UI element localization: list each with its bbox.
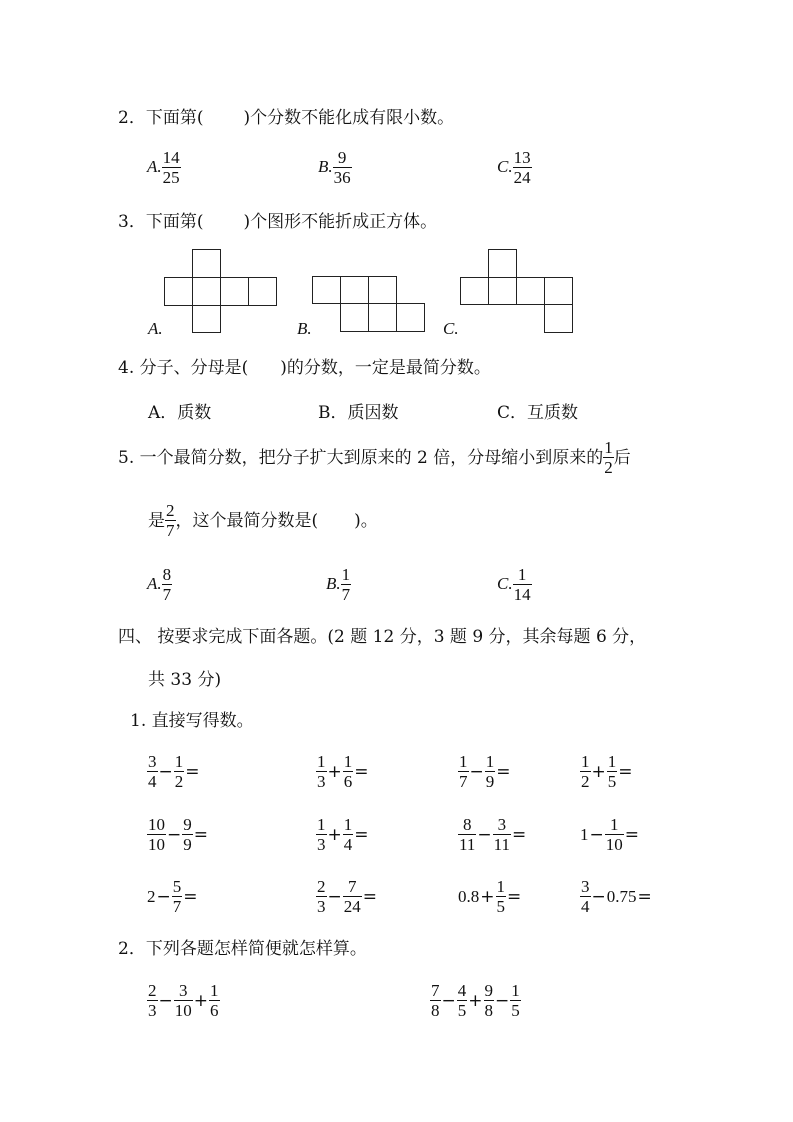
mental-math-item[interactable] (580, 877, 653, 916)
mental-math-item[interactable] (580, 752, 634, 791)
q5-option-c[interactable]: C. $\frac{1}{14}$ (497, 565, 531, 604)
fraction: $\frac{8}{7}$ (162, 565, 172, 604)
fraction: $\frac{1}{7}$ (459, 752, 468, 791)
fraction: $\frac{1}{3}$ (317, 815, 326, 854)
operator: − (156, 886, 171, 907)
fraction: $\frac{2}{3}$ (148, 981, 157, 1020)
mental-math-item[interactable] (147, 877, 199, 916)
section-4-heading-cont: 共 33 分) (148, 670, 222, 690)
q2-option-c[interactable]: C. $\frac{13}{24}$ (497, 148, 531, 187)
simplify-expression[interactable] (430, 981, 521, 1020)
fraction: $\frac{13}{24}$ (513, 148, 531, 187)
fraction: $\frac{4}{5}$ (457, 981, 467, 1020)
q5-option-a[interactable]: A. $\frac{8}{7}$ (147, 565, 172, 604)
net-label-b: B. (297, 319, 312, 338)
fraction: $\frac{9}{8}$ (484, 981, 493, 1020)
operator: = (183, 886, 198, 907)
mental-math-item[interactable] (147, 752, 201, 791)
fraction: $\frac{10}{10}$ (148, 815, 165, 854)
operator: − (327, 886, 342, 907)
fraction: $\frac{5}{7}$ (172, 877, 182, 916)
operator: − (589, 824, 604, 845)
operator: = (354, 824, 369, 845)
operator: = (193, 824, 208, 845)
operator: = (624, 824, 639, 845)
operator: = (512, 824, 527, 845)
operator: + (480, 886, 495, 907)
fraction: $\frac{3}{4}$ (148, 752, 157, 791)
fraction: $\frac{1}{6}$ (343, 752, 353, 791)
mental-math-item[interactable] (316, 815, 370, 854)
q4-option-b[interactable]: B．质因数 (318, 403, 399, 423)
mental-math-item[interactable] (316, 752, 370, 791)
question-2-stem: 2．下面第( )个分数不能化成有限小数。 (118, 108, 455, 128)
mental-math-item[interactable] (580, 815, 640, 854)
part-2-title: 2．下列各题怎样简便就怎样算。 (118, 939, 367, 959)
q2-option-b[interactable]: B. $\frac{9}{36}$ (318, 148, 351, 187)
fraction: $\frac{1}{2}$ (174, 752, 184, 791)
fraction: $\frac{14}{25}$ (162, 148, 180, 187)
mental-math-item[interactable] (458, 877, 522, 916)
operator: − (469, 761, 484, 782)
operator: = (185, 761, 200, 782)
fraction: $\frac{1}{2}$ (604, 438, 613, 477)
operator: = (496, 761, 511, 782)
question-3-stem: 3．下面第( )个图形不能折成正方体。 (118, 212, 438, 232)
fraction: $\frac{1}{3}$ (317, 752, 326, 791)
cube-net-b[interactable] (312, 276, 426, 333)
mental-math-item[interactable] (458, 752, 512, 791)
operator: + (591, 761, 606, 782)
q4-option-c[interactable]: C．互质数 (497, 403, 579, 423)
net-label-c: C. (443, 319, 459, 338)
fraction: $\frac{3}{4}$ (581, 877, 590, 916)
question-5-stem-line2: 是 $\frac{2}{7}$ ，这个最简分数是( )。 (148, 501, 378, 540)
operator: = (618, 761, 633, 782)
fraction: $\frac{1}{9}$ (485, 752, 495, 791)
operator: − (495, 990, 510, 1011)
fraction: $\frac{8}{11}$ (459, 815, 476, 854)
fraction: $\frac{2}{3}$ (317, 877, 326, 916)
operator: − (477, 824, 492, 845)
operator: − (591, 886, 606, 907)
net-label-a: A. (148, 319, 163, 338)
fraction: $\frac{2}{7}$ (166, 501, 175, 540)
operator: + (468, 990, 483, 1011)
operator: + (327, 824, 342, 845)
q2-option-a[interactable]: A. $\frac{14}{25}$ (147, 148, 180, 187)
mental-math-item[interactable] (147, 815, 209, 854)
question-4-stem: 4. 分子、分母是( )的分数，一定是最简分数。 (118, 358, 491, 378)
operator: + (193, 990, 208, 1011)
fraction: $\frac{1}{6}$ (210, 981, 219, 1020)
operator: = (507, 886, 522, 907)
operator: − (167, 824, 182, 845)
fraction: $\frac{1}{4}$ (343, 815, 353, 854)
fraction: $\frac{1}{10}$ (605, 815, 623, 854)
fraction: $\frac{1}{5}$ (496, 877, 505, 916)
operator: = (637, 886, 652, 907)
q5-option-b[interactable]: B. $\frac{1}{7}$ (326, 565, 351, 604)
mental-math-item[interactable] (458, 815, 527, 854)
number: 0.75 (606, 886, 637, 906)
number: 1 (580, 824, 589, 844)
operator: − (158, 761, 173, 782)
operator: = (362, 886, 377, 907)
fraction: $\frac{1}{2}$ (581, 752, 590, 791)
fraction: $\frac{9}{9}$ (183, 815, 192, 854)
operator: − (158, 990, 173, 1011)
fraction: $\frac{9}{36}$ (333, 148, 351, 187)
operator: − (441, 990, 456, 1011)
fraction: $\frac{3}{11}$ (493, 815, 510, 854)
number: 0.8 (458, 886, 480, 906)
operator: = (354, 761, 369, 782)
fraction: $\frac{7}{8}$ (431, 981, 440, 1020)
cube-net-a[interactable] (164, 249, 278, 333)
fraction: $\frac{1}{7}$ (341, 565, 351, 604)
simplify-expression[interactable] (147, 981, 220, 1020)
section-4-heading: 四、 按要求完成下面各题。(2 题 12 分，3 题 9 分，其余每题 6 分， (118, 627, 647, 647)
number: 2 (147, 886, 156, 906)
question-5-stem-line1: 5. 一个最简分数，把分子扩大到原来的 2 倍，分母缩小到原来的 $\frac{1}{2}$ 后 (118, 438, 631, 477)
fraction: $\frac{1}{5}$ (511, 981, 520, 1020)
cube-net-c[interactable] (460, 249, 575, 334)
fraction: $\frac{7}{24}$ (343, 877, 361, 916)
fraction: $\frac{1}{5}$ (607, 752, 617, 791)
fraction: $\frac{1}{14}$ (513, 565, 531, 604)
part-1-title: 1. 直接写得数。 (130, 711, 254, 731)
fraction: $\frac{3}{10}$ (174, 981, 192, 1020)
q4-option-a[interactable]: A．质数 (148, 403, 212, 423)
operator: + (327, 761, 342, 782)
mental-math-item[interactable] (316, 877, 378, 916)
